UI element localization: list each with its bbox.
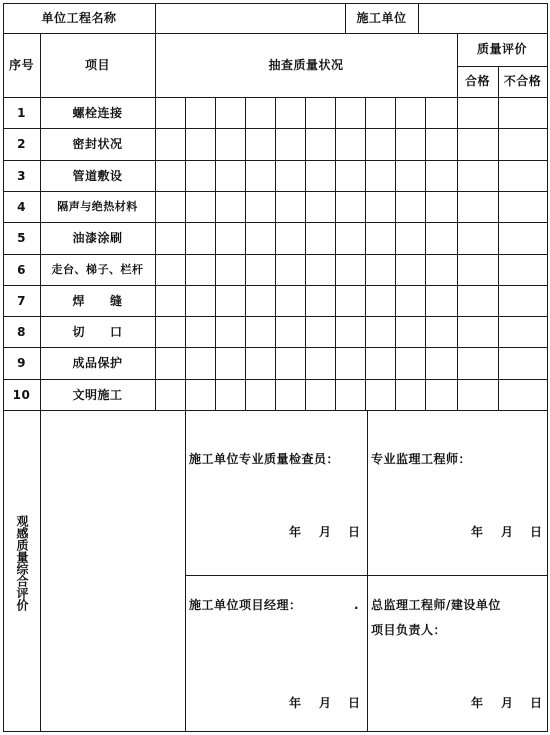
footer-mid-divider bbox=[185, 575, 547, 576]
row-number: 9 bbox=[17, 356, 26, 370]
fail-header: 不合格 bbox=[503, 74, 542, 88]
row-item-label: 焊 缝 bbox=[72, 294, 123, 308]
header-name-divider bbox=[155, 3, 156, 33]
seq-header: 序号 bbox=[8, 58, 34, 72]
evaluation-header: 质量评价 bbox=[476, 42, 527, 56]
stray-mark: . bbox=[354, 598, 360, 612]
date-month: 月 bbox=[501, 696, 514, 710]
chief-supervisor-label-1: 总监理工程师/建设单位 bbox=[371, 598, 501, 612]
row-item-label: 油漆涂刷 bbox=[72, 231, 123, 245]
construction-unit-label: 施工单位 bbox=[356, 11, 407, 25]
date-day: 日 bbox=[530, 696, 543, 710]
row-number: 3 bbox=[17, 169, 26, 183]
project-name-label: 单位工程名称 bbox=[41, 11, 117, 25]
qc-inspector-label: 施工单位专业质量检查员： bbox=[189, 452, 340, 466]
date-month: 月 bbox=[501, 525, 514, 539]
grid-col-divider bbox=[335, 97, 336, 410]
border-right bbox=[547, 3, 548, 732]
header-unit-label-right bbox=[418, 3, 419, 33]
overall-evaluation-label: 观感质量综合评价 bbox=[15, 515, 29, 611]
supervising-engineer-label: 专业监理工程师： bbox=[371, 452, 472, 466]
date-month: 月 bbox=[319, 525, 332, 539]
date-day: 日 bbox=[348, 696, 361, 710]
row-item-label: 切 口 bbox=[72, 325, 123, 339]
row-item-label: 成品保护 bbox=[72, 356, 123, 370]
grid-col-divider bbox=[245, 97, 246, 410]
row-number: 6 bbox=[17, 263, 26, 277]
grid-col-divider bbox=[215, 97, 216, 410]
item-header: 项目 bbox=[84, 58, 110, 72]
row-number: 8 bbox=[17, 325, 26, 339]
date-day: 日 bbox=[530, 525, 543, 539]
date-year: 年 bbox=[289, 696, 302, 710]
pass-header: 合格 bbox=[464, 74, 490, 88]
date-year: 年 bbox=[289, 525, 302, 539]
row-number: 7 bbox=[17, 294, 26, 308]
row-item-label: 螺栓连接 bbox=[72, 106, 123, 120]
border-top bbox=[3, 3, 547, 4]
date-year: 年 bbox=[471, 525, 484, 539]
row-number: 4 bbox=[17, 200, 26, 214]
header-divider bbox=[3, 33, 547, 34]
row-item-label: 管道敷设 bbox=[72, 169, 123, 183]
grid-col-divider bbox=[185, 97, 186, 410]
footer-sign-divider-left bbox=[185, 410, 186, 731]
row-number: 2 bbox=[17, 137, 26, 151]
inspection-header: 抽查质量状况 bbox=[268, 58, 344, 72]
grid-col-divider bbox=[365, 97, 366, 410]
grid-col-divider bbox=[395, 97, 396, 410]
date-month: 月 bbox=[319, 696, 332, 710]
date-year: 年 bbox=[471, 696, 484, 710]
row-divider bbox=[3, 410, 547, 411]
row-number: 1 bbox=[17, 106, 26, 120]
project-manager-label: 施工单位项目经理： bbox=[189, 598, 302, 612]
row-item-label: 文明施工 bbox=[72, 388, 123, 402]
grid-col-divider bbox=[275, 97, 276, 410]
row-item-label: 走台、梯子、栏杆 bbox=[51, 263, 144, 276]
pass-fail-divider bbox=[498, 66, 499, 410]
row-number: 10 bbox=[12, 388, 31, 402]
date-day: 日 bbox=[348, 525, 361, 539]
chief-supervisor-label-2: 项目负责人： bbox=[371, 623, 447, 637]
border-bottom bbox=[3, 731, 547, 732]
footer-sign-divider-mid bbox=[367, 410, 368, 731]
row-item-label: 隔声与绝热材料 bbox=[57, 200, 138, 213]
grid-col-divider bbox=[305, 97, 306, 410]
row-item-label: 密封状况 bbox=[72, 137, 123, 151]
eval-sub-divider bbox=[457, 66, 547, 67]
grid-col-divider bbox=[425, 97, 426, 410]
row-number: 5 bbox=[17, 231, 26, 245]
footer-label-divider bbox=[40, 410, 41, 731]
